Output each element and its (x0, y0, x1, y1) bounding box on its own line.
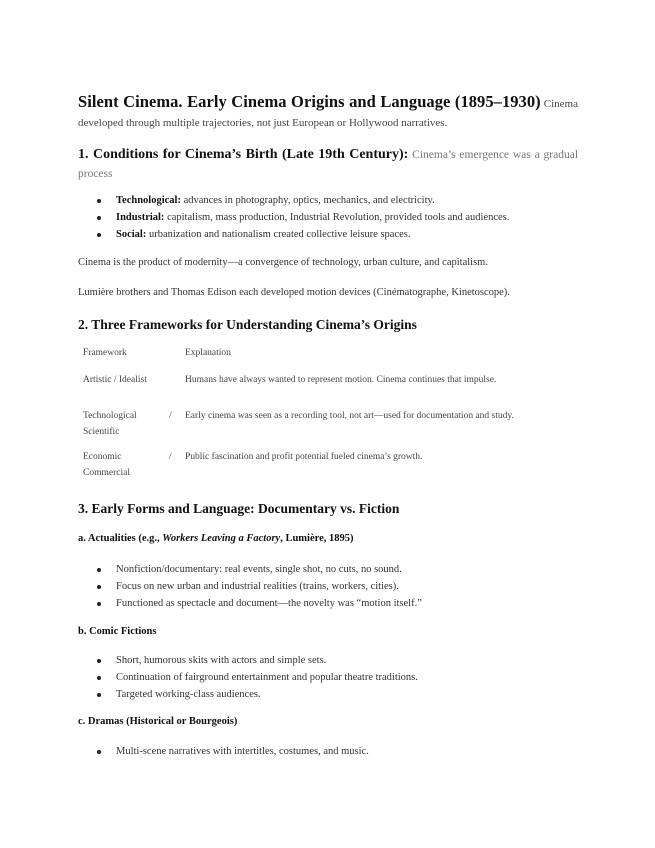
bullet-text: Short, humorous skits with actors and simple sets. (116, 655, 327, 666)
bullet-text: Continuation of fairground entertainment and popular theatre traditions. (116, 672, 418, 683)
bullet-icon (97, 676, 101, 680)
subsection-a-suffix: , Lumière, 1895) (280, 533, 354, 544)
section-1-paragraph-inventors: Lumière brothers and Thomas Edison each developed motion devices (Cinématographe, Kinetoscope). (78, 287, 510, 298)
bullet-text: advances in photography, optics, mechanics, and electricity. (183, 195, 435, 206)
section-1-bullet-list (78, 192, 509, 243)
bullet-icon (97, 602, 101, 606)
film-title: Workers Leaving a Factory (162, 533, 281, 544)
bullet-icon (97, 568, 101, 572)
table-cell-explanation: Early cinema was seen as a recording tool, not art—used for documentation and study. (185, 411, 514, 421)
subsection-c-heading: c. Dramas (Historical or Bourgeois) (78, 716, 238, 727)
bullet-icon (97, 199, 101, 203)
bullet-text: Multi-scene narratives with intertitles, costumes, and music. (116, 746, 369, 757)
bullet-text: Targeted working-class audiences. (116, 689, 261, 700)
table-cell-framework: Technological Scientific (83, 411, 137, 437)
table-cell-framework: Artistic / Idealist (83, 375, 147, 385)
table-header-explanation: Explanation (185, 348, 231, 358)
subsection-a-heading (78, 531, 354, 547)
list-item (78, 595, 422, 612)
section-2-heading: 2. Three Frameworks for Understanding Cinema’s Origins (78, 317, 417, 332)
title-paragraph (78, 92, 578, 133)
list-item (78, 652, 418, 669)
list-item (78, 686, 418, 703)
subsection-c-bullet-list (78, 743, 369, 760)
list-item (78, 669, 418, 686)
bullet-label: Technological: (116, 195, 181, 206)
subsection-b-bullet-list (78, 652, 418, 703)
table-cell-separator: / (169, 411, 172, 421)
section-1-heading: 1. Conditions for Cinema’s Birth (Late 19th Century): (78, 147, 409, 162)
bullet-icon (97, 216, 101, 220)
table-cell-explanation: Humans have always wanted to represent motion. Cinema continues that impulse. (185, 375, 497, 385)
list-item (78, 192, 509, 209)
subsection-b-heading: b. Comic Fictions (78, 626, 157, 637)
table-cell-separator: / (169, 452, 172, 462)
bullet-icon (97, 233, 101, 237)
table-header-framework: Framework (83, 348, 127, 358)
bullet-text: Functioned as spectacle and document—the novelty was “motion itself.” (116, 598, 422, 609)
bullet-icon (97, 693, 101, 697)
bullet-label: Industrial: (116, 212, 165, 223)
section-1-intro: Cinema’s emergence was a gradual process (78, 149, 579, 180)
table-cell-explanation: Public fascination and profit potential fueled cinema’s growth. (185, 452, 423, 462)
subsection-a-prefix: a. Actualities (e.g., (78, 533, 160, 544)
title-intro-text: Cinema developed through multiple trajectories, not just European or Hollywood narratives. (78, 98, 578, 129)
section-3-heading: 3. Early Forms and Language: Documentary vs. Fiction (78, 501, 400, 516)
list-item (78, 226, 509, 243)
document-title: Silent Cinema. Early Cinema Origins and Language (1895–1930) (78, 92, 541, 111)
list-item (78, 743, 369, 760)
bullet-text: Nonfiction/documentary: real events, single shot, no cuts, no sound. (116, 564, 402, 575)
bullet-text: Focus on new urban and industrial realities (trains, workers, cities). (116, 581, 399, 592)
section-1-paragraph (78, 145, 578, 184)
section-1-paragraph-modernity: Cinema is the product of modernity—a convergence of technology, urban culture, and capitalism. (78, 257, 488, 268)
bullet-text: capitalism, mass production, Industrial Revolution, provided tools and audiences. (167, 212, 510, 223)
list-item (78, 561, 422, 578)
bullet-icon (97, 659, 101, 663)
subsection-a-bullet-list (78, 561, 422, 612)
list-item (78, 209, 509, 226)
bullet-icon (97, 750, 101, 754)
bullet-label: Social: (116, 229, 147, 240)
bullet-text: urbanization and nationalism created collective leisure spaces. (148, 229, 411, 240)
list-item (78, 578, 422, 595)
table-cell-framework: Economic Commercial (83, 452, 130, 478)
bullet-icon (97, 585, 101, 589)
